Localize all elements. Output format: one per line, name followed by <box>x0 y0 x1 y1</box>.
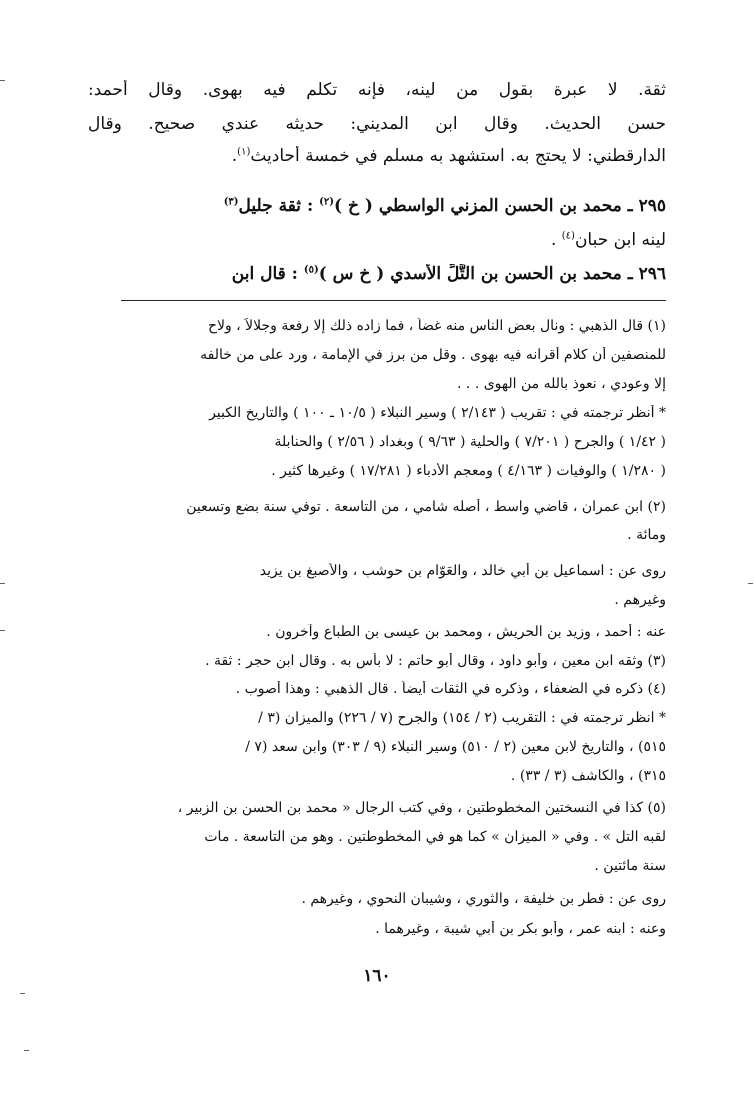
footnote-line: ( ١/٤٢ ) والجرح ( ٧/٢٠١ ) والحلية ( ٩/٦٣ ) وبغداد ( ٢/٥٦ ) والحنابلة <box>274 434 666 450</box>
entry-295-heading <box>88 196 666 216</box>
footnote-line: روى عن : فطر بن خليفة ، والثوري ، وشيبان النحوي ، وغيرهم . <box>301 891 666 907</box>
footnote-line: (٣) وثقه ابن معين ، وأبو داود ، وقال أبو حاتم : لا بأس به . وقال ابن حجر : ثقة . <box>205 653 666 669</box>
entry-296-code: ( خ س ) <box>318 264 385 284</box>
footnote-line: ومائة . <box>627 527 666 543</box>
footnote-line: * أنظر ترجمته في : تقريب ( ٢/١٤٣ ) وسير النبلاء ( ١٠/٥ ـ ١٠٠ ) والتاريخ الكبير <box>209 405 666 421</box>
footnote-ref-3[interactable]: (٣) <box>223 196 239 208</box>
footnote-line: لقبه التل » . وفي « الميزان » كما هو في المخطوطتين . وهو من التاسعة . مات <box>204 829 666 845</box>
body-line-1-text: ثقة. لا عبرة بقول من لينه، فإنه تكلم فيه بهوى. وقال أحمد: <box>88 80 666 100</box>
scan-mark <box>20 993 25 994</box>
footnote-line: وعنه : ابنه عمر ، وأبو بكر بن أبي شيبة ، وغيرهما . <box>375 921 666 937</box>
footnote-line: (٥) كذا في النسختين المخطوطتين ، وفي كتب الرجال « محمد بن الحسن بن الزبير ، <box>177 800 666 816</box>
footnote-ref-4[interactable]: (٤) <box>561 230 575 242</box>
footnote-line: إلا وعودي ، نعوذ بالله من الهوى . . . <box>457 376 666 392</box>
body-line-2-text: حسن الحديث. وقال ابن المديني: حديثه عندي صحيح. وقال <box>88 114 666 134</box>
footnote-line: للمنصفين أن كلام أقرانه فيه بهوى . وقل من برز في الإمامة ، ورد على من خالفه <box>200 347 666 363</box>
footnote-divider <box>121 300 666 301</box>
footnote-line: * انظر ترجمته في : التقريب (٢ / ١٥٤) والجرح (٧ / ٢٢٦) والميزان (٣ / <box>258 710 666 726</box>
footnote-line: سنة مائتين . <box>594 858 666 874</box>
entry-295-grade: : ثقة جليل <box>238 196 320 216</box>
footnote-ref-2[interactable]: (٢) <box>319 196 334 208</box>
footnote-line: (٤) ذكره في الضعفاء ، وذكره في الثقات أيضاً . قال الذهبي : وهذا أصوب . <box>235 681 666 697</box>
scan-mark <box>0 583 5 584</box>
scan-mark <box>24 1050 29 1051</box>
footnote-line: ٥١٥) ، والتاريخ لابن معين (٢ / ٥١٠) وسير النبلاء (٩ / ٣٠٣) وابن سعد (٧ / <box>245 739 666 755</box>
footnote-line: وغيرهم . <box>614 592 666 608</box>
body-line-1 <box>88 80 666 100</box>
body-line-3 <box>88 146 666 166</box>
scan-mark <box>748 583 753 584</box>
entry-295-code: ( خ ) <box>334 196 373 216</box>
footnote-line: ( ١/٢٨٠ ) والوفيات ( ٤/١٦٣ ) ومعجم الأدباء ( ١٧/٢٨١ ) وغيرها كثير . <box>271 463 666 479</box>
scan-mark <box>0 630 5 631</box>
footnote-line: (١) قال الذهبي : ونال بعض الناس منه غضاً ، فما زاده ذلك إلا رفعة وجلالاً ، ولاح <box>207 318 666 334</box>
footnote-ref-1[interactable]: (١) <box>237 146 251 158</box>
entry-295-cont-end: . <box>550 230 562 250</box>
entry-295-cont <box>88 230 666 250</box>
body-line-2 <box>88 114 666 134</box>
footnote-line: عنه : أحمد ، وزيد بن الحريش ، ومحمد بن عيسى بن الطباع وآخرون . <box>266 624 666 640</box>
body-line-3-text: الدارقطني: لا يحتج به. استشهد به مسلم في خمسة أحاديث <box>250 146 666 166</box>
entry-296-title: ٢٩٦ ـ محمد بن الحسن بن التَّلِّ الأسدي <box>390 264 666 284</box>
footnote-ref-5[interactable]: (٥) <box>303 264 319 276</box>
body-line-3-end: . <box>231 146 238 166</box>
footnote-line: (٢) ابن عمران ، قاضي واسط ، أصله شامي ، من التاسعة . توفي سنة بضع وتسعين <box>186 499 666 515</box>
entry-295-cont-text: لينه ابن حبان <box>574 230 666 250</box>
footnote-line: ٣١٥) ، والكاشف (٣ / ٣٣) . <box>510 768 666 784</box>
entry-295-title: ٢٩٥ ـ محمد بن الحسن المزني الواسطي <box>378 196 666 216</box>
entry-296-heading <box>88 264 666 284</box>
page-number: ١٦٠ <box>363 966 391 986</box>
footnote-line: روى عن : اسماعيل بن أبي خالد ، والعَوّام بن حوشب ، والأصبغ بن يزيد <box>259 563 666 579</box>
entry-296-rest: : قال ابن <box>231 264 304 284</box>
scan-mark <box>0 80 5 81</box>
